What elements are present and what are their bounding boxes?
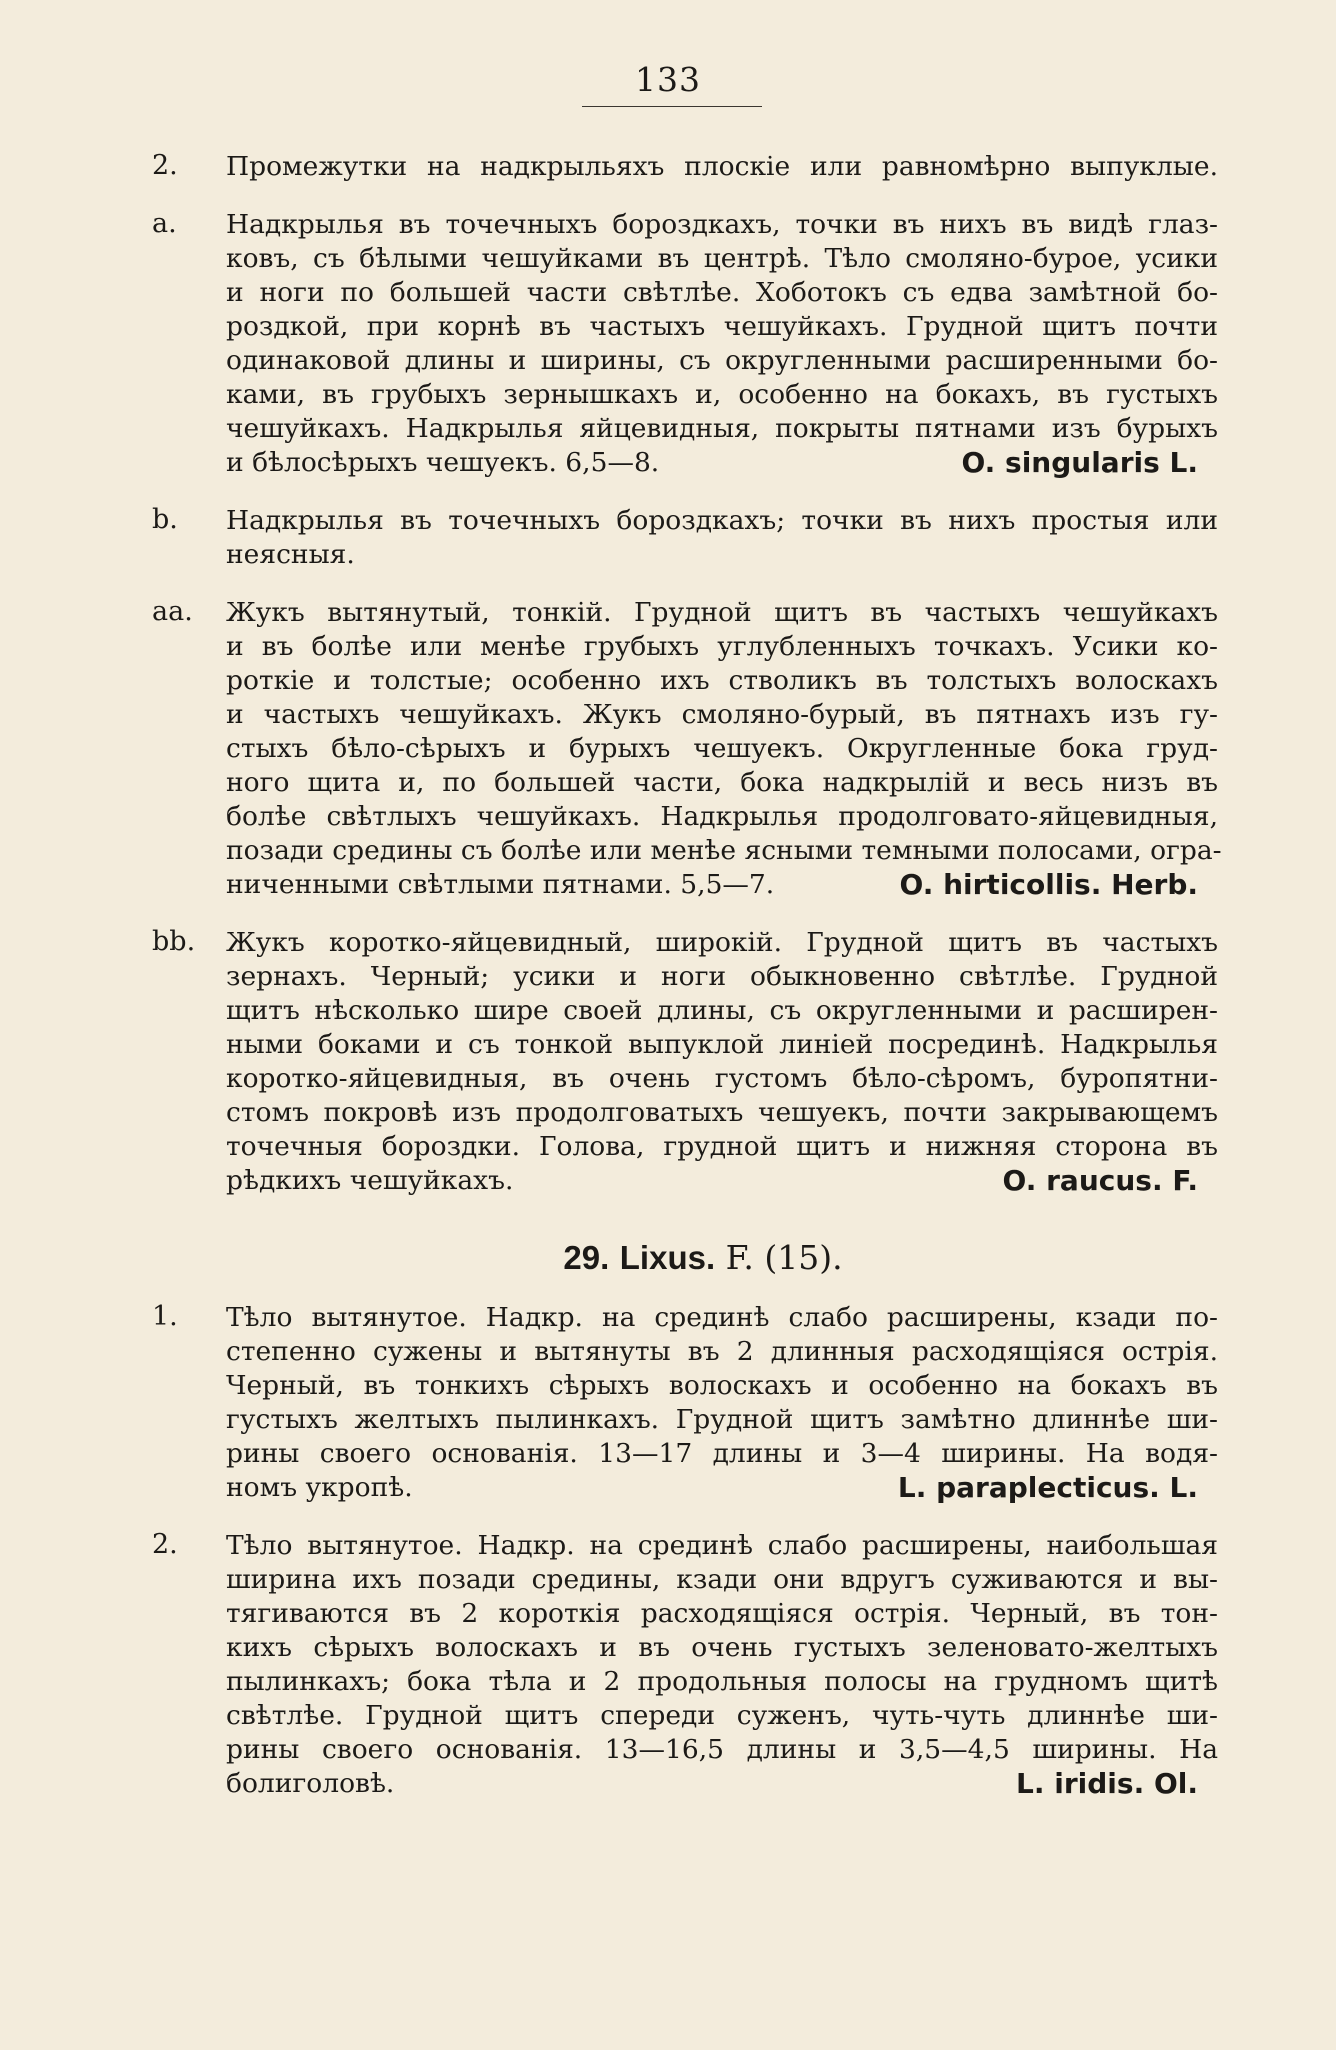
entry-line: рѣдкихъ чешуйкахъ. (226, 1165, 514, 1196)
entry-line: Тѣло вытянутое. Надкр. на срединѣ слабо расширены, наибольшая (226, 1530, 1218, 1561)
section-author: F. (725, 1238, 754, 1277)
species-name: O. hirticollis. Herb. (899, 868, 1198, 901)
entry-line: позади средины съ болѣе или менѣе ясными темными полосами, огра- (226, 835, 1222, 866)
section-count: (15). (764, 1238, 843, 1277)
entry-key: 2. (152, 150, 178, 181)
entry-line: Надкрылья въ точечныхъ бороздкахъ; точки въ нихъ простыя или (226, 505, 1218, 536)
entry-line: степенно сужены и вытянуты въ 2 длинныя расходящіяся острія. (226, 1336, 1218, 1367)
entry-last-line (226, 446, 1218, 480)
entry-line: свѣтлѣе. Грудной щитъ спереди суженъ, чуть-чуть длиннѣе ши- (226, 1700, 1218, 1731)
entry-line: пылинкахъ; бока тѣла и 2 продольныя полосы на грудномъ щитѣ (226, 1666, 1218, 1697)
species-name: O. raucus. F. (1002, 1164, 1198, 1197)
entry-line: болѣе свѣтлыхъ чешуйкахъ. Надкрылья продолговато-яйцевидныя, (226, 801, 1218, 832)
entry-line: густыхъ желтыхъ пылинкахъ. Грудной щитъ замѣтно длиннѣе ши- (226, 1404, 1218, 1435)
entry-line: ширина ихъ позади средины, кзади они вдругъ суживаются и вы- (226, 1564, 1218, 1595)
entry-line: неясныя. (226, 539, 355, 570)
entry-line: роткіе и толстые; особенно ихъ стволикъ въ толстыхъ волоскахъ (226, 665, 1218, 696)
entry-line: рины своего основанія. 13—16,5 длины и 3,5—4,5 ширины. На (226, 1734, 1218, 1765)
entry-key: bb. (152, 926, 196, 957)
key-entry (152, 208, 1218, 480)
entry-line: и бѣлосѣрыхъ чешуекъ. 6,5—8. (226, 447, 660, 478)
key-entries-top (152, 150, 1222, 1198)
entry-last-line (226, 1471, 1218, 1505)
entry-line: зернахъ. Черный; усики и ноги обыкновенно свѣтлѣе. Грудной (226, 961, 1218, 992)
key-entry (152, 1301, 1218, 1505)
entry-line: и частыхъ чешуйкахъ. Жукъ смоляно-бурый, въ пятнахъ изъ гу- (226, 699, 1218, 730)
key-entry (152, 150, 1218, 184)
species-name: L. paraplecticus. L. (897, 1471, 1198, 1504)
entry-line: ковъ, съ бѣлыми чешуйками въ центрѣ. Тѣло смоляно-бурое, усики (226, 243, 1218, 274)
section-number: 29. (563, 1239, 610, 1276)
key-entries-bottom (152, 1301, 1218, 1801)
entry-line: номъ укропѣ. (226, 1472, 413, 1503)
entry-line: рины своего основанія. 13—17 длины и 3—4 ширины. На водя- (226, 1438, 1218, 1469)
entry-line: чешуйкахъ. Надкрылья яйцевидныя, покрыты пятнами изъ бурыхъ (226, 413, 1218, 444)
entry-line: точечныя бороздки. Голова, грудной щитъ и нижняя сторона въ (226, 1131, 1218, 1162)
entry-line: ками, въ грубыхъ зернышкахъ и, особенно на бокахъ, въ густыхъ (226, 379, 1218, 410)
entry-line: Жукъ коротко-яйцевидный, широкій. Грудной щитъ въ частыхъ (226, 927, 1218, 958)
entry-last-line (226, 868, 1218, 902)
entry-key: a. (152, 208, 177, 239)
entry-line: Черный, въ тонкихъ сѣрыхъ волоскахъ и особенно на бокахъ въ (226, 1370, 1218, 1401)
key-entry (152, 504, 1218, 572)
entry-line: Надкрылья въ точечныхъ бороздкахъ, точки въ нихъ въ видѣ глаз- (226, 209, 1218, 240)
entry-key: b. (152, 504, 178, 535)
page-number: 133 (635, 60, 701, 99)
species-name: O. singularis L. (961, 446, 1198, 479)
entry-last-line (226, 1164, 1218, 1198)
entry-line: стыхъ бѣло-сѣрыхъ и бурыхъ чешуекъ. Округленные бока груд- (226, 733, 1218, 764)
key-entry (152, 926, 1218, 1198)
entry-line: Тѣло вытянутое. Надкр. на срединѣ слабо расширены, кзади по- (226, 1302, 1218, 1333)
section-heading (188, 1238, 1218, 1277)
entry-line: одинаковой длины и ширины, съ округленными расширенными бо- (226, 345, 1218, 376)
entry-key: 1. (152, 1301, 178, 1332)
species-name: L. iridis. Ol. (1016, 1767, 1198, 1800)
entry-line: стомъ покровѣ изъ продолговатыхъ чешуекъ, почти закрывающемъ (226, 1097, 1218, 1128)
entry-line: ными боками и съ тонкой выпуклой линіей посрединѣ. Надкрылья (226, 1029, 1218, 1060)
entry-line: щитъ нѣсколько шире своей длины, съ округленными и расширен- (226, 995, 1218, 1026)
entry-line: коротко-яйцевидныя, въ очень густомъ бѣло-сѣромъ, буропятни- (226, 1063, 1218, 1094)
entry-line: тягиваются въ 2 короткія расходящіяся острія. Черный, въ тон- (226, 1598, 1218, 1629)
key-entry (152, 1529, 1218, 1801)
entry-line: и въ болѣе или менѣе грубыхъ углубленныхъ точкахъ. Усики ко- (226, 631, 1218, 662)
entry-last-line (226, 1767, 1218, 1801)
entry-line: и ноги по большей части свѣтлѣе. Хоботокъ съ едва замѣтной бо- (226, 277, 1218, 308)
entry-line: Жукъ вытянутый, тонкій. Грудной щитъ въ частыхъ чешуйкахъ (226, 597, 1218, 628)
section-genus: Lixus. (619, 1239, 716, 1276)
key-entry (152, 596, 1222, 902)
entry-key: 2. (152, 1529, 178, 1560)
entry-line: ниченными свѣтлыми пятнами. 5,5—7. (226, 869, 775, 900)
page-number-rule (582, 106, 762, 107)
entry-key: aa. (152, 596, 193, 627)
entry-line: болиголовѣ. (226, 1768, 395, 1799)
entry-line: роздкой, при корнѣ въ частыхъ чешуйкахъ. Грудной щитъ почти (226, 311, 1218, 342)
entry-line: кихъ сѣрыхъ волоскахъ и въ очень густыхъ зеленовато-желтыхъ (226, 1632, 1218, 1663)
entry-line: ного щита и, по большей части, бока надкрылій и весь низъ въ (226, 767, 1218, 798)
page-content (152, 150, 1222, 1825)
entry-line: Промежутки на надкрыльяхъ плоскіе или равномѣрно выпуклые. (226, 151, 1218, 182)
